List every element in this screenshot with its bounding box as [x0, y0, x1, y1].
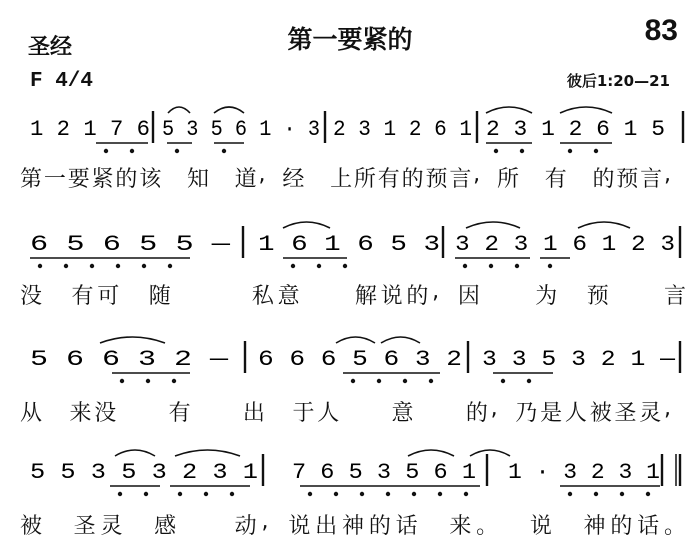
lyric-char: 言: [664, 284, 687, 309]
lyric-char: 经: [282, 167, 305, 192]
lyric-char: 解: [354, 284, 377, 309]
lyric-char: 紧: [91, 167, 114, 192]
lyric-char: 没: [20, 284, 43, 309]
lyric-char: 有: [544, 167, 567, 192]
octave-dot-3-2: [403, 379, 407, 383]
lyric-char: 灵: [639, 401, 662, 426]
slur-3-2: [336, 337, 375, 343]
lyric-char: 。: [476, 514, 499, 539]
lyric-char: 圣: [73, 514, 96, 539]
octave-dot-3-1: [120, 379, 124, 383]
octave-dot-3-1: [146, 379, 150, 383]
lyric-char: 一: [43, 167, 66, 192]
lyric-char: 人: [317, 401, 340, 426]
slur-3-3: [381, 337, 420, 343]
lyric-char: 道: [234, 167, 257, 192]
lyric-char: 的: [115, 167, 138, 192]
measure-4-3: 1 · 3 2 3 1: [508, 460, 660, 485]
lyric-char: 从: [20, 401, 43, 426]
lyric-char: 动: [234, 514, 257, 539]
lyric-char: 言: [449, 167, 472, 192]
octave-dot-2-1: [116, 264, 120, 268]
lyric-char: 来: [69, 401, 92, 426]
octave-dot-2-3: [489, 264, 493, 268]
octave-dot-4-3: [308, 492, 312, 496]
slur-2-1: [283, 222, 330, 228]
octave-dot-4-4: [568, 492, 572, 496]
lyric-char: ,: [261, 509, 269, 534]
lyric-char: ,: [490, 396, 498, 421]
lyric-char: 的: [610, 514, 633, 539]
measure-2-1: 6 5 6 5 5 —: [30, 232, 232, 257]
slur-4-2: [175, 450, 240, 456]
lyric-char: 说: [380, 284, 403, 309]
octave-dot-4-3: [334, 492, 338, 496]
octave-dot-2-4: [548, 264, 552, 268]
octave-dot-3-2: [429, 379, 433, 383]
lyrics-line-1: [0, 162, 700, 192]
measure-4-1: 5 5 3 5 3 2 3 1: [30, 460, 258, 485]
lyric-char: 上: [330, 167, 353, 192]
octave-dot-2-1: [38, 264, 42, 268]
lyric-char: ,: [432, 279, 440, 304]
lyric-char: ,: [258, 162, 266, 187]
lyric-char: 的: [401, 167, 424, 192]
hymn-number: 83: [644, 14, 678, 47]
octave-dot-3-3: [527, 379, 531, 383]
lyric-char: 意: [277, 284, 300, 309]
lyric-char: 第: [20, 167, 43, 192]
slur-1-2: [214, 107, 244, 113]
slur-4-1: [115, 450, 155, 456]
octave-dot-4-2: [178, 492, 182, 496]
slur-1-3: [486, 107, 532, 113]
lyric-char: 说: [529, 514, 552, 539]
lyric-char: 出: [242, 401, 265, 426]
lyric-char: 灵: [100, 514, 123, 539]
octave-dot-1-4: [494, 149, 498, 153]
octave-dot-2-2: [317, 264, 321, 268]
lyric-char: 神: [342, 514, 365, 539]
octave-dot-2-1: [142, 264, 146, 268]
lyric-char: 人: [564, 401, 587, 426]
measure-1-1: 1 2 1 7 6: [30, 117, 150, 142]
octave-dot-1-1: [104, 149, 108, 153]
lyric-char: 的: [465, 401, 488, 426]
lyrics-line-3: [0, 396, 700, 426]
measure-1-4: 2 3 1 2 6 1 5: [486, 117, 665, 142]
lyric-char: 该: [139, 167, 162, 192]
octave-dot-1-1: [130, 149, 134, 153]
lyric-char: 要: [67, 167, 90, 192]
slur-2-2: [466, 222, 520, 228]
lyrics-line-4: [0, 509, 700, 539]
octave-dot-2-3: [515, 264, 519, 268]
measure-3-1: 5 6 6 3 2 —: [30, 347, 230, 372]
page-title: 第一要紧的: [287, 25, 413, 54]
lyric-char: 有: [377, 167, 400, 192]
lyric-char: 有: [168, 401, 191, 426]
lyric-char: ,: [473, 162, 481, 187]
octave-dot-2-1: [64, 264, 68, 268]
lyric-char: 话: [637, 514, 660, 539]
octave-dot-4-3: [438, 492, 442, 496]
lyric-char: 知: [186, 167, 209, 192]
lyric-char: 私: [251, 284, 274, 309]
lyric-char: 是: [540, 401, 563, 426]
lyric-char: ,: [664, 162, 671, 187]
slur-1-1: [168, 107, 190, 113]
measure-1-2: 5 3 5 6 1 · 3: [162, 117, 320, 142]
octave-dot-3-2: [351, 379, 355, 383]
lyric-char: 可: [97, 284, 120, 309]
octave-dot-1-5: [568, 149, 572, 153]
lyric-char: 预: [425, 167, 448, 192]
octave-dot-2-1: [90, 264, 94, 268]
slur-1-4: [560, 107, 612, 113]
octave-dot-4-3: [412, 492, 416, 496]
lyric-char: 感: [154, 514, 177, 539]
octave-dot-4-1: [118, 492, 122, 496]
measure-1-3: 2 3 1 2 6 1: [333, 117, 472, 142]
octave-dot-4-2: [230, 492, 234, 496]
octave-dot-1-5: [594, 149, 598, 153]
lyric-char: 因: [457, 284, 480, 309]
measure-3-2: 6 6 6 5 6 3 2: [258, 347, 462, 372]
octave-dot-1-4: [520, 149, 524, 153]
slur-3-1: [100, 337, 165, 343]
lyric-char: 为: [535, 284, 558, 309]
section-label: 圣经: [28, 35, 73, 60]
octave-dot-2-3: [463, 264, 467, 268]
octave-dot-4-4: [594, 492, 598, 496]
lyric-char: 所: [497, 167, 520, 192]
lyric-char: 被: [589, 401, 612, 426]
lyric-char: 预: [586, 284, 609, 309]
lyric-char: 的: [368, 514, 391, 539]
octave-dot-4-1: [144, 492, 148, 496]
octave-dot-4-4: [620, 492, 624, 496]
lyric-char: 。: [664, 514, 687, 539]
lyric-char: 被: [20, 514, 43, 539]
lyric-char: 言: [640, 167, 663, 192]
lyric-char: 没: [94, 401, 117, 426]
lyric-char: 说: [288, 514, 311, 539]
octave-dot-4-3: [360, 492, 364, 496]
lyric-char: 意: [391, 401, 414, 426]
lyric-char: 出: [315, 514, 338, 539]
measure-2-2: 1 6 1 6 5 3: [258, 232, 440, 257]
octave-dot-4-3: [386, 492, 390, 496]
octave-dot-1-2: [175, 149, 179, 153]
lyric-char: 来: [449, 514, 472, 539]
octave-dot-1-3: [222, 149, 226, 153]
lyrics-line-2: [0, 279, 700, 309]
lyric-char: ,: [664, 396, 671, 421]
lyric-char: 随: [148, 284, 171, 309]
measure-4-2: 7 6 5 3 5 6 1: [292, 460, 476, 485]
lyric-char: 于: [292, 401, 315, 426]
octave-dot-4-4: [646, 492, 650, 496]
lyric-char: 圣: [614, 401, 637, 426]
lyric-char: 乃: [515, 401, 538, 426]
slur-4-3: [408, 450, 454, 456]
octave-dot-2-2: [291, 264, 295, 268]
octave-dot-3-2: [377, 379, 381, 383]
scripture-reference: 彼后1:20—21: [566, 72, 670, 90]
lyric-char: 神: [583, 514, 606, 539]
octave-dot-3-1: [172, 379, 176, 383]
lyric-char: 的: [406, 284, 429, 309]
octave-dot-4-2: [204, 492, 208, 496]
octave-dot-2-2: [343, 264, 347, 268]
lyric-char: 所: [353, 167, 376, 192]
slur-4-4: [470, 450, 510, 456]
lyric-char: 预: [616, 167, 639, 192]
octave-dot-3-3: [501, 379, 505, 383]
lyric-char: 话: [395, 514, 418, 539]
measure-2-3: 3 2 3 1 6 1 2 3: [455, 232, 675, 257]
measure-3-3: 3 3 5 3 2 1 —: [482, 347, 676, 372]
octave-dot-2-1: [168, 264, 172, 268]
slur-2-3: [578, 222, 630, 228]
lyric-char: 有: [71, 284, 94, 309]
octave-dot-4-3: [464, 492, 468, 496]
lyric-char: 的: [592, 167, 615, 192]
key-and-time-signature: F 4/4: [30, 70, 94, 93]
